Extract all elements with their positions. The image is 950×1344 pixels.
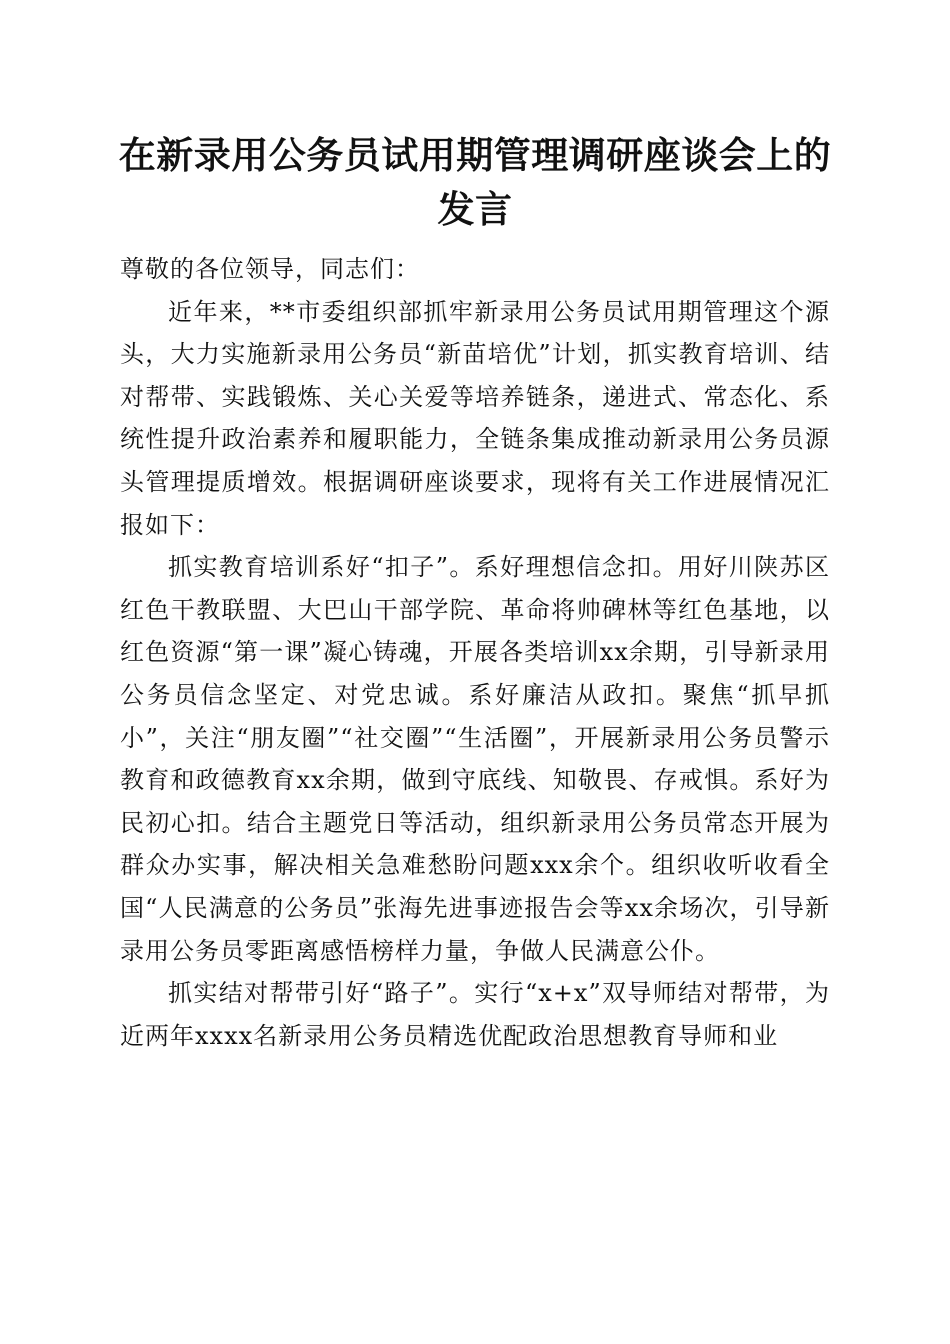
salutation: 尊敬的各位领导，同志们： [120, 255, 420, 283]
paragraph-mentoring: 抓实结对帮带引好“路子”。实行“x+x”双导师结对帮带，为近两年xxxx名新录用公务员精选优配政治思想教育导师和业 [120, 979, 830, 1050]
paragraph-education-training: 抓实教育培训系好“扣子”。系好理想信念扣。用好川陕苏区红色干教联盟、大巴山干部学院、革命将帅碑林等红色基地，以红色资源“第一课”凝心铸魂，开展各类培训xx余期，引导新录用公务员信念坚定、对党忠诚。系好廉洁从政扣。聚焦“抓早抓小”，关注“朋友圈”“社交圈”“生活圈”，开展新录用公务员警示教育和政德教育xx余期，做到守底线、知敬畏、存戒惧。系好为民初心扣。结合主题党日等活动，组织新录用公务员常态开展为群众办实事，解决相关急难愁盼问题xxx余个。组织收听收看全国“人民满意的公务员”张海先进事迹报告会等xx余场次，引导新录用公务员零距离感悟榜样力量，争做人民满意公仆。 [120, 553, 830, 965]
paragraph-intro: 近年来，**市委组织部抓牢新录用公务员试用期管理这个源头，大力实施新录用公务员“新苗培优”计划，抓实教育培训、结对帮带、实践锻炼、关心关爱等培养链条，递进式、常态化、系统性提升政治素养和履职能力，全链条集成推动新录用公务员源头管理提质增效。根据调研座谈要求，现将有关工作进展情况汇报如下： [120, 297, 830, 539]
document-title: 在新录用公务员试用期管理调研座谈会上的发言 [118, 133, 832, 231]
document-body [120, 248, 830, 1057]
